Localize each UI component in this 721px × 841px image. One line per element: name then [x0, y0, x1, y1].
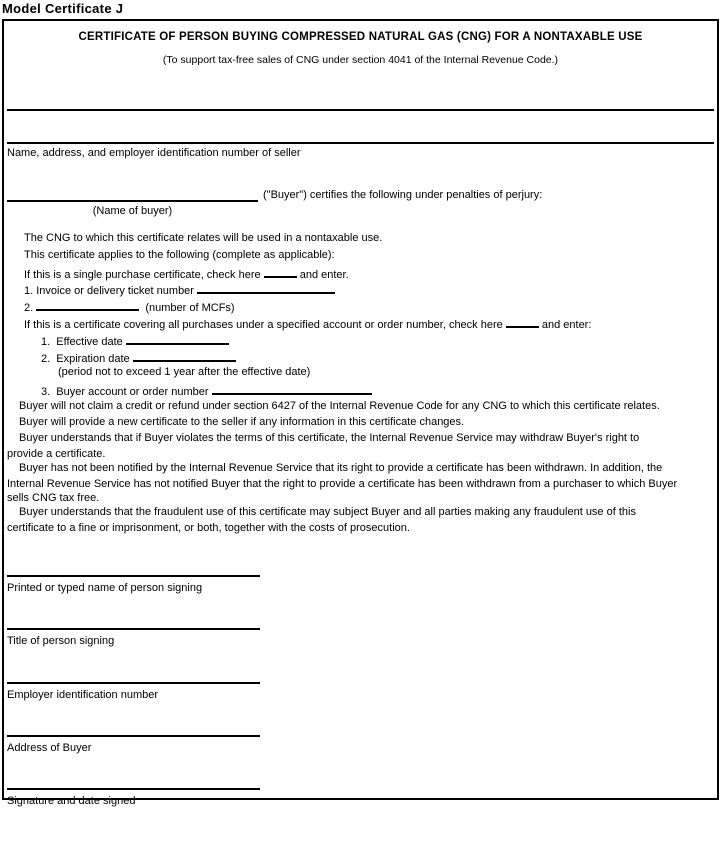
form-line-5	[7, 299, 715, 316]
signature-block-4	[7, 735, 260, 754]
signature-fill-line[interactable]	[7, 682, 260, 684]
signature-fill-line[interactable]	[7, 628, 260, 630]
certificate-frame	[2, 19, 719, 808]
signature-fill-line[interactable]	[7, 788, 260, 790]
form-line-text: The CNG to which this certificate relates will be used in a nontaxable use.	[24, 232, 383, 244]
form-line-text: 1. Effective date	[41, 335, 126, 348]
form-line-text: This certificate applies to the following (complete as applicable):	[24, 248, 335, 261]
signature-block-5	[7, 788, 260, 807]
seller-info-fill-line-2[interactable]	[7, 142, 714, 144]
form-line-text: Buyer has not been notified by the Internal Revenue Service that its right to provide a certificate has been withdrawn. In addition, the	[19, 461, 663, 474]
page-heading: Model Certificate J	[2, 1, 124, 16]
form-line-2	[7, 249, 715, 266]
form-line-text: provide a certificate.	[7, 447, 106, 460]
form-line-19	[7, 522, 715, 536]
signature-field-label: Title of person signing	[7, 635, 115, 648]
signature-field-label: Employer identification number	[7, 688, 159, 701]
fill-in-blank[interactable]	[133, 350, 236, 362]
form-line-text: (number of MCFs)	[139, 302, 235, 315]
form-line-text: 1. Invoice or delivery ticket number	[24, 285, 198, 298]
form-line-11	[7, 400, 715, 416]
form-line-18	[7, 506, 715, 522]
form-line-13	[7, 432, 715, 448]
perjury-statement: ("Buyer") certifies the following under penalties of perjury:	[263, 189, 543, 201]
signature-block-2	[7, 628, 260, 647]
form-line-text: (period not to exceed 1 year after the effective date)	[58, 366, 311, 379]
form-line-6	[7, 316, 715, 333]
signature-section	[7, 575, 260, 841]
form-line-9	[7, 366, 715, 383]
certificate-title: CERTIFICATE OF PERSON BUYING COMPRESSED NATURAL GAS (CNG) FOR A NONTAXABLE USE	[78, 31, 643, 43]
form-line-16	[7, 478, 715, 492]
fill-in-blank[interactable]	[197, 282, 335, 294]
form-line-15	[7, 462, 715, 478]
form-line-text: If this is a certificate covering all purchases under a specified account or order number, check here	[24, 318, 506, 331]
signature-block-3	[7, 682, 260, 701]
form-line-text: 2.	[24, 302, 37, 315]
fill-in-blank[interactable]	[212, 383, 372, 395]
seller-info-fill-line-1[interactable]	[7, 109, 714, 111]
form-line-14	[7, 448, 715, 462]
form-line-4	[7, 282, 715, 299]
form-line-text: If this is a single purchase certificate, check here	[24, 268, 264, 281]
form-line-text: 2. Expiration date	[41, 352, 133, 365]
fill-in-blank[interactable]	[36, 299, 139, 311]
form-line-text: sells CNG tax free.	[7, 491, 100, 504]
buyer-name-caption: (Name of buyer)	[92, 205, 173, 217]
signature-block-1	[7, 575, 260, 594]
form-line-3	[7, 266, 715, 283]
signature-field-label: Printed or typed name of person signing	[7, 582, 203, 594]
form-line-text: Buyer understands that if Buyer violates the terms of this certificate, the Internal Revenue Service may withdraw Buyer's right to	[19, 431, 640, 444]
signature-field-label: Signature and date signed	[7, 795, 136, 808]
form-line-text: Internal Revenue Service has not notified Buyer that the right to provide a certificate has been withdrawn from a purchaser to which Buyer	[7, 477, 678, 490]
fill-in-blank[interactable]	[506, 316, 539, 328]
certificate-subtitle: (To support tax-free sales of CNG under section 4041 of the Internal Revenue Code.)	[162, 54, 559, 66]
signature-fill-line[interactable]	[7, 575, 260, 577]
signature-field-label: Address of Buyer	[7, 741, 92, 754]
buyer-name-fill-line[interactable]	[7, 200, 258, 202]
form-line-10	[7, 383, 715, 400]
form-line-text: Buyer understands that the fraudulent use of this certificate may subject Buyer and all parties making any fraudulent use of this	[19, 505, 636, 518]
form-line-text: Buyer will provide a new certificate to the seller if any information in this certificate changes.	[19, 415, 465, 428]
form-line-8	[7, 350, 715, 367]
seller-label: Name, address, and employer identification number of seller	[7, 147, 301, 159]
form-line-17	[7, 492, 715, 506]
form-line-text: and enter.	[296, 268, 349, 281]
form-line-text: Buyer will not claim a credit or refund under section 6427 of the Internal Revenue Code for any CNG to which this certificate relates.	[19, 399, 660, 412]
form-line-7	[7, 333, 715, 350]
form-line-1	[7, 232, 715, 249]
form-line-text: certificate to a fine or imprisonment, or both, together with the costs of prosecution.	[7, 521, 410, 534]
form-line-12	[7, 416, 715, 432]
body-lines	[7, 232, 715, 536]
signature-fill-line[interactable]	[7, 735, 260, 737]
form-line-text: and enter:	[538, 318, 592, 331]
fill-in-blank[interactable]	[126, 333, 229, 345]
fill-in-blank[interactable]	[264, 266, 297, 278]
form-line-text: 3. Buyer account or order number	[41, 386, 212, 399]
